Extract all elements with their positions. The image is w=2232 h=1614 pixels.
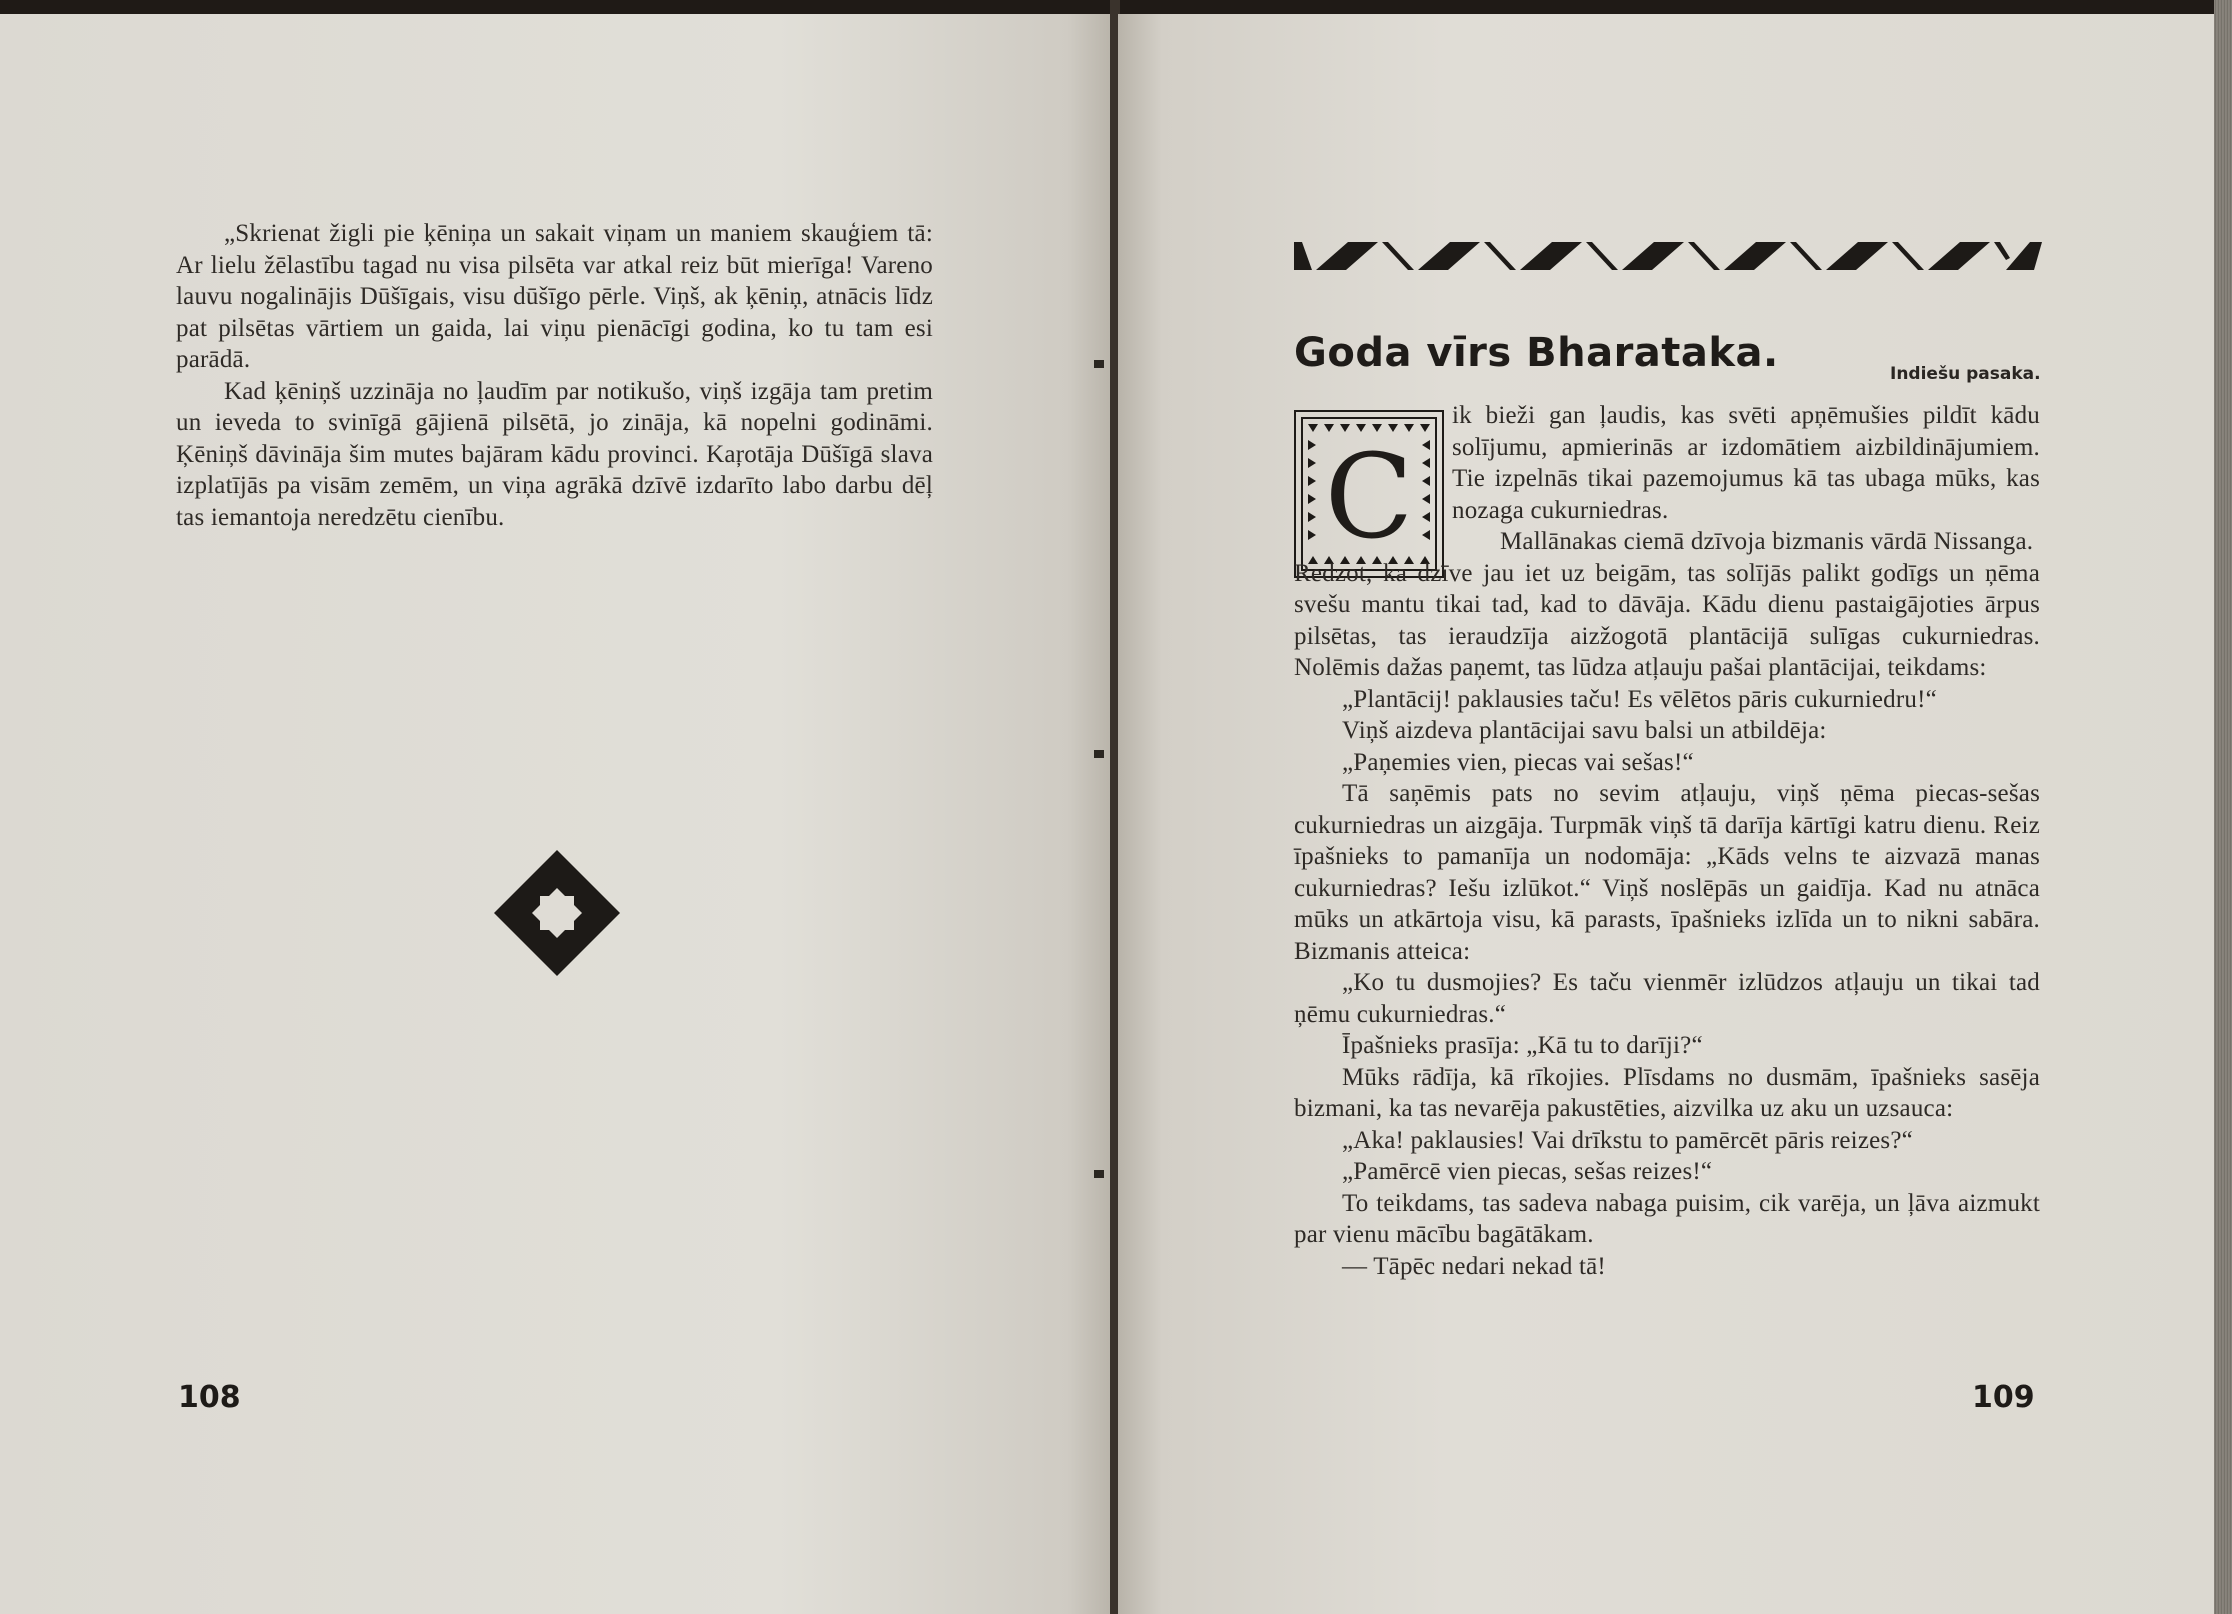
binding-mark xyxy=(1094,360,1104,368)
paragraph: To teikdams, tas sadeva nabaga puisim, cik varēja, un ļāva aizmukt par vienu mācību bagātākam. xyxy=(1294,1189,2040,1248)
paragraph: Mūks rādīja, kā rīkojies. Plīsdams no dusmām, īpašnieks sasēja bizmani, ka tas nevarēja pakustēties, aizvilka uz aku un uzsauca: xyxy=(1294,1063,2040,1122)
paragraph: „Skrienat žigli pie ķēniņa un sakait viņam un maniem skauģiem tā: Ar lielu žēlastību tagad nu visa pilsēta var atkal reiz būt mierīga! Vareno lauvu nogalinājis Dūšīgais, visu dūšīgo pērle. Viņš, ak ķēniņ, atnācis līdz pat pilsētas vārtiem un gaida, lai viņu pienācīgi godina, ko tu tam esi parādā. xyxy=(176,220,933,373)
story-title: Goda vīrs Bharataka. xyxy=(1294,330,1779,376)
paragraph: Kad ķēniņš uzzināja no ļaudīm par notikušo, viņš izgāja tam pretim un ieveda to svinīgā gājienā pilsētā, jo zināja, kā nopelni godināmi. Ķēniņš dāvināja šim mutes bajāram kādu provinci. Kaŗotāja Dūšīgā slava izplatījās pa visām zemēm, un viņa agrākā dzīvē izdarīto labo darbu dēļ tas iemantoja neredzētu cienību. xyxy=(176,377,933,531)
paragraph: ik bieži gan ļaudis, kas svēti apņēmušies pildīt kādu solījumu, apmierinās ar izdomātiem aizbildinājumiem. Tie izpelnās tikai pazemojumus kā tas ubaga mūks, kas nozaga cukurniedras. xyxy=(1452,402,2040,524)
paragraph: Redzot, ka dzīve jau iet uz beigām, tas solījās palikt godīgs un ņēma svešu mantu tikai tad, kad to dāvāja. Kādu dienu pastaigājoties ārpus pilsētas, tas ieraudzīja aizžogotā plantācijā sulīgas cukurniedras. Nolēmis dažas paņemt, tas lūdza atļauju pašai plantācijai, teikdams: xyxy=(1294,559,2040,681)
binding-mark xyxy=(1094,750,1104,758)
paragraph: „Aka! paklausies! Vai drīkstu to pamērcēt pāris reizes?“ xyxy=(1342,1126,1913,1154)
paragraph: „Paņemies vien, piecas vai sešas!“ xyxy=(1342,748,1694,776)
paragraph: Mallānakas ciemā dzīvoja bizmanis vārdā Nissanga. xyxy=(1500,528,2034,555)
story-subtitle: Indiešu pasaka. xyxy=(1890,364,2041,384)
binding-mark xyxy=(1094,1170,1104,1178)
page-number-left: 108 xyxy=(178,1380,241,1415)
zigzag-border-ornament-icon xyxy=(1294,238,2042,274)
paragraph: „Ko tu dusmojies? Es taču vienmēr izlūdzos atļauju un tikai tad ņēmu cukurniedras.“ xyxy=(1294,969,2040,1028)
paragraph: „Plantācij! paklausies taču! Es vēlētos pāris cukurniedru!“ xyxy=(1342,685,1937,713)
paragraph: — Tāpēc nedari nekad tā! xyxy=(1342,1252,1606,1280)
paragraph: Viņš aizdeva plantācijai savu balsi un atbildēja: xyxy=(1342,717,1827,744)
diamond-ornament-icon xyxy=(494,850,620,976)
right-page-text xyxy=(1294,400,2040,1282)
paragraph: Tā saņēmis pats no sevim atļauju, viņš ņēma piecas-sešas cukurniedras un aizgāja. Turpmāk viņš tā darīja kārtīgi katru dienu. Reiz īpašnieks to pamanīja un nodomāja: „Kāds velns te aizvazā manas cukurniedras? Iešu izlūkot.“ Viņš noslēpās un gaidīja. Kad nu atnāca mūks un atkārtoja visu, kā parasts, īpašnieks izlīda un to nikni sabāra. Bizmanis atteica: xyxy=(1294,780,2040,965)
page-number-right: 109 xyxy=(1972,1380,2035,1415)
drop-cap-wrap-text xyxy=(1452,400,2040,558)
left-page-text xyxy=(176,218,933,533)
page-edges xyxy=(2214,0,2232,1614)
drop-cap-letter: C xyxy=(1324,429,1414,565)
paragraph: Īpašnieks prasīja: „Kā tu to darīji?“ xyxy=(1342,1032,1703,1059)
paragraph: „Pamērcē vien piecas, sešas reizes!“ xyxy=(1342,1158,1713,1185)
